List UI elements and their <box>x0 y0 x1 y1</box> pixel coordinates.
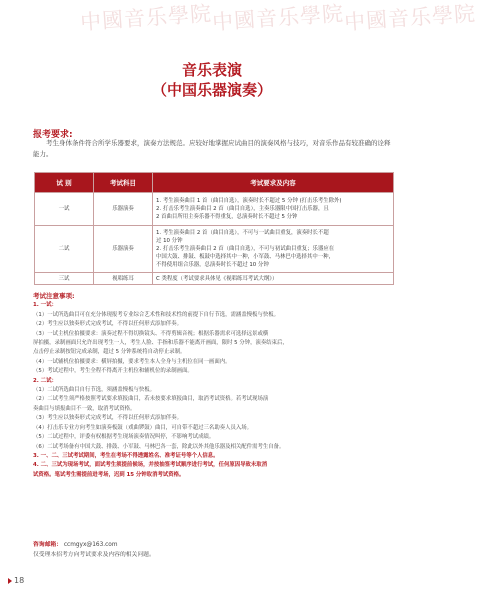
note-line: （3）一试主机位拍摄要求：演奏过程不得切换镜头、不得剪辑音视；根据乐器需求可选择远景或横 <box>33 330 269 337</box>
header-round: 试 别 <box>35 173 94 193</box>
row-subject: 视唱练耳 <box>94 273 153 285</box>
page-title: 音乐表演 <box>181 61 242 79</box>
header-subject: 考试科目 <box>94 173 153 193</box>
note-line: 屏拍摄，录制画面只允许出现考生一人，考生人脸、手指和乐器不能离开画面，限时 5 分钟，演奏结束后， <box>33 340 288 347</box>
note-line: 试资格。笔试考生需提前进考场，迟到 15 分钟取消考试资格。 <box>33 471 185 478</box>
row-round: 一试 <box>35 193 94 226</box>
table-header-row <box>35 173 394 193</box>
table-row <box>35 193 394 226</box>
note-line: （5）二试过程中，评委有权根据考生现场演奏情况叫停，不影响考试成绩。 <box>33 434 215 441</box>
notes-lines <box>33 301 395 480</box>
content-line: 1. 考生演奏曲目 1 首（曲目自选），演奏时长不超过 5 分钟 (打击乐考生除外) <box>156 198 342 204</box>
note-line: 3. 一、二、三试考试期间，考生在考场不得透露姓名、准考证号等个人信息。 <box>33 452 219 459</box>
content-line: 2 首曲目所用主奏乐器不得重复，总演奏时长不超过 5 分钟 <box>156 214 298 220</box>
note-line: 1. 一试： <box>33 302 57 309</box>
note-line: （2）二试考生须严格按照考试要求填报曲目，若未按要求填报曲目，取消考试资格。若考试现场演 <box>33 396 269 403</box>
contact-note: 仅受理本招考方向考试要求及内容的相关问题。 <box>33 552 155 558</box>
page-marker-icon <box>8 578 12 584</box>
page-number <box>8 576 24 585</box>
note-line: （6）二试考场备有中国大鼓、排鼓、小军鼓、马林巴各一套，除此以外其他乐器及相关配件需考生自备。 <box>33 443 285 450</box>
content-line: 不得使用组合乐器，总演奏时长不超过 10 分钟 <box>156 262 269 268</box>
row-subject: 乐器演奏 <box>94 193 153 226</box>
content-line: 2. 打击乐考生演奏曲目 2 首（曲目自选），主奏乐器限中国打击乐器，且 <box>156 206 329 212</box>
watermark-text: 中國音乐學院 <box>211 1 345 35</box>
note-line: 4. 二、三试为现场考试，面试考生须提前候场，并按抽签考试顺序进行考试，任何原因导致未取消 <box>33 462 268 469</box>
note-line: （1）二试所选曲目自行节选，须涵盖慢板与快板。 <box>33 387 156 394</box>
note-line: （5）考试过程中，考生全程不得离开主机位和辅机位的录制画面。 <box>33 368 193 375</box>
content-line: 2. 打击乐考生演奏曲目 2 首（曲目自选），不可与初试曲目重复；乐器应在 <box>156 246 335 252</box>
row-content <box>153 226 394 273</box>
row-round: 三试 <box>35 273 94 285</box>
watermark-text: 中國音乐學院 <box>79 1 213 35</box>
row-subject: 乐器演奏 <box>94 226 153 273</box>
note-line: （1）一试所选曲目可在充分体现报考专业综合艺术性和技术性的前提下自行节选，需涵盖慢板与快板。 <box>33 311 280 318</box>
page-subtitle: （中国乐器演奏） <box>151 81 272 99</box>
row-content <box>153 193 394 226</box>
header-content: 考试要求及内容 <box>153 173 394 193</box>
watermark-text: 中國音乐學院 <box>343 1 477 35</box>
table-body <box>35 193 394 285</box>
note-line: （2）考生应以独奏形式完成考试，不得以任何形式添加伴奏。 <box>33 321 182 328</box>
exam-notes <box>33 292 395 480</box>
content-line: 1. 考生演奏曲目 2 首（曲目自选），不可与一试曲目重复，演奏时长不超 <box>156 230 329 236</box>
content-line: C 类程度（考试要求具体见《视唱练耳考试大纲》） <box>156 275 278 282</box>
content-line: 中国大鼓、排鼓、板鼓中选择其中一种，小军鼓、马林巴中选择其中一种， <box>156 254 334 260</box>
table-row <box>35 273 394 285</box>
table-row <box>35 226 394 273</box>
notes-heading: 考试注意事项: <box>33 292 75 300</box>
row-content <box>153 273 394 285</box>
watermark <box>79 1 477 42</box>
page-number-text: 18 <box>14 576 25 585</box>
requirements-heading: 报考要求: <box>33 130 73 140</box>
note-line: （4）一试辅机位拍摄要求：横屏拍摄，要求考生本人全身与主机位在同一画面内。 <box>33 358 231 365</box>
contact <box>33 540 155 560</box>
note-line: （3）考生应以独奏形式完成考试，不得以任何形式添加伴奏。 <box>33 415 182 422</box>
row-round: 二试 <box>35 226 94 273</box>
content-line: 过 10 分钟 <box>156 238 183 244</box>
note-line: （4）打击乐专业方向考生如演奏板鼓（戏曲锣鼓）曲目，可自带不超过三名助奏人员入场。 <box>33 424 253 431</box>
exam-table <box>34 172 394 285</box>
contact-email[interactable]: ccmgyx@163.com <box>63 542 118 548</box>
requirements-text: 考生身体条件符合所学乐器要求，演奏方法规范。应较好地掌握应试曲目的演奏风格与技巧，对音乐作品有较准确的诠释能力。 <box>33 139 391 158</box>
contact-label: 咨询邮箱： <box>33 542 62 548</box>
note-line: 2. 二试： <box>33 377 57 384</box>
note-line: 奏曲目与填报曲目不一致，取消考试资格。 <box>33 405 136 412</box>
note-line: 点击停止录制按钮完成录制，超过 5 分钟系统将自动停止录制。 <box>33 349 186 356</box>
